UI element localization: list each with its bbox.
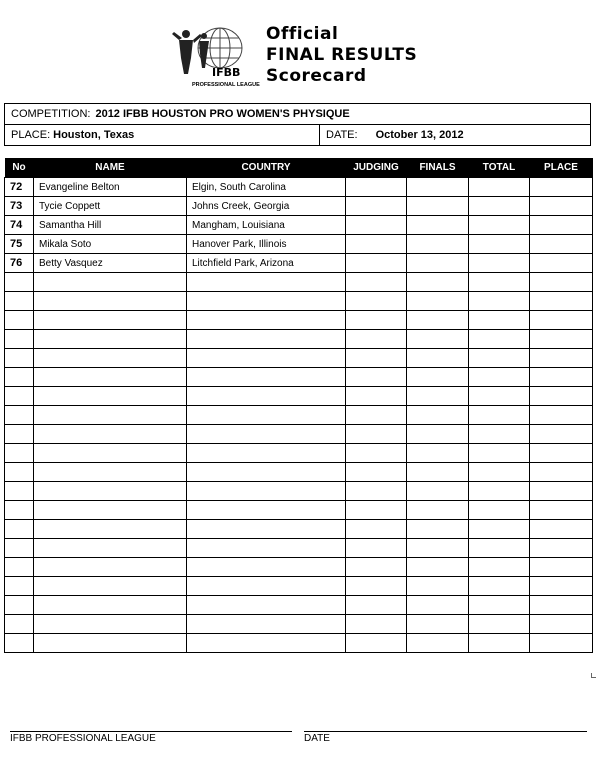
cell-place <box>530 539 593 558</box>
title-line-2: FINAL RESULTS <box>266 45 418 65</box>
cell-country <box>187 577 346 596</box>
cell-judging <box>346 330 407 349</box>
cell-finals <box>407 368 469 387</box>
cell-no <box>5 330 34 349</box>
cell-country <box>187 387 346 406</box>
column-header-judging: JUDGING <box>346 158 407 178</box>
cell-country <box>187 615 346 634</box>
cell-name <box>34 406 187 425</box>
cell-judging <box>346 235 407 254</box>
cell-finals <box>407 311 469 330</box>
cell-place <box>530 501 593 520</box>
title-line-1: Official <box>266 24 339 44</box>
cell-name: Evangeline Belton <box>34 178 187 197</box>
table-row <box>5 273 593 292</box>
cell-country <box>187 330 346 349</box>
cell-judging <box>346 577 407 596</box>
cell-country <box>187 349 346 368</box>
table-row <box>5 387 593 406</box>
cell-place <box>530 311 593 330</box>
cell-no <box>5 539 34 558</box>
cell-finals <box>407 292 469 311</box>
cell-country <box>187 292 346 311</box>
cell-judging <box>346 406 407 425</box>
cell-judging <box>346 178 407 197</box>
cell-finals <box>407 254 469 273</box>
cell-total <box>469 520 530 539</box>
cell-place <box>530 330 593 349</box>
table-row <box>5 254 593 273</box>
table-row <box>5 235 593 254</box>
cell-judging <box>346 596 407 615</box>
cell-name <box>34 615 187 634</box>
table-row <box>5 197 593 216</box>
cell-total <box>469 216 530 235</box>
cell-no: 73 <box>5 197 34 216</box>
place-label: PLACE: <box>11 129 51 141</box>
cell-name <box>34 596 187 615</box>
column-header-place: PLACE <box>530 158 593 178</box>
competition-value: 2012 IFBB HOUSTON PRO WOMEN'S PHYSIQUE <box>95 108 350 120</box>
cell-total <box>469 596 530 615</box>
cell-country: Elgin, South Carolina <box>187 178 346 197</box>
cell-finals <box>407 273 469 292</box>
cell-no: 75 <box>5 235 34 254</box>
cell-name <box>34 330 187 349</box>
cell-name <box>34 444 187 463</box>
cell-judging <box>346 444 407 463</box>
cell-name: Tycie Coppett <box>34 197 187 216</box>
cell-finals <box>407 178 469 197</box>
cell-place <box>530 254 593 273</box>
competition-row <box>5 104 590 124</box>
table-row <box>5 558 593 577</box>
cell-place <box>530 387 593 406</box>
cell-judging <box>346 615 407 634</box>
table-row <box>5 330 593 349</box>
cell-no <box>5 577 34 596</box>
cell-total <box>469 406 530 425</box>
cell-country <box>187 482 346 501</box>
cell-judging <box>346 634 407 653</box>
cell-total <box>469 292 530 311</box>
table-row <box>5 539 593 558</box>
cell-no <box>5 387 34 406</box>
cell-country <box>187 501 346 520</box>
column-header-total: TOTAL <box>469 158 530 178</box>
cell-finals <box>407 406 469 425</box>
cell-place <box>530 444 593 463</box>
cell-judging <box>346 463 407 482</box>
cell-place <box>530 558 593 577</box>
table-row <box>5 482 593 501</box>
cell-country <box>187 539 346 558</box>
cell-finals <box>407 197 469 216</box>
cell-no <box>5 463 34 482</box>
cell-name: Betty Vasquez <box>34 254 187 273</box>
cell-name <box>34 482 187 501</box>
cell-finals <box>407 577 469 596</box>
cell-no <box>5 349 34 368</box>
cell-total <box>469 273 530 292</box>
cell-finals <box>407 330 469 349</box>
cell-country <box>187 425 346 444</box>
cell-judging <box>346 349 407 368</box>
cell-total <box>469 577 530 596</box>
place-cell <box>5 125 320 145</box>
results-table <box>4 158 593 653</box>
cell-total <box>469 501 530 520</box>
cell-judging <box>346 387 407 406</box>
cell-country <box>187 634 346 653</box>
cell-country: Hanover Park, Illinois <box>187 235 346 254</box>
cell-country <box>187 368 346 387</box>
cell-finals <box>407 216 469 235</box>
cell-name: Mikala Soto <box>34 235 187 254</box>
cell-judging <box>346 482 407 501</box>
ifbb-logo <box>170 24 260 88</box>
cell-total <box>469 425 530 444</box>
cell-finals <box>407 520 469 539</box>
page-corner-mark <box>591 673 596 678</box>
cell-country: Johns Creek, Georgia <box>187 197 346 216</box>
cell-place <box>530 349 593 368</box>
cell-judging <box>346 311 407 330</box>
cell-place <box>530 292 593 311</box>
cell-name <box>34 558 187 577</box>
cell-finals <box>407 596 469 615</box>
cell-finals <box>407 444 469 463</box>
cell-finals <box>407 425 469 444</box>
cell-country <box>187 558 346 577</box>
cell-finals <box>407 634 469 653</box>
cell-no <box>5 634 34 653</box>
cell-total <box>469 463 530 482</box>
cell-no <box>5 596 34 615</box>
cell-total <box>469 197 530 216</box>
cell-country <box>187 273 346 292</box>
cell-judging <box>346 197 407 216</box>
table-row <box>5 178 593 197</box>
cell-name <box>34 501 187 520</box>
cell-no <box>5 558 34 577</box>
column-header-finals: FINALS <box>407 158 469 178</box>
cell-no <box>5 406 34 425</box>
cell-place <box>530 596 593 615</box>
cell-place <box>530 577 593 596</box>
cell-place <box>530 463 593 482</box>
cell-name <box>34 520 187 539</box>
cell-no <box>5 292 34 311</box>
cell-place <box>530 273 593 292</box>
cell-total <box>469 349 530 368</box>
scorecard-title <box>266 24 417 87</box>
cell-no <box>5 311 34 330</box>
cell-place <box>530 235 593 254</box>
date-cell <box>320 125 464 145</box>
cell-place <box>530 615 593 634</box>
cell-finals <box>407 482 469 501</box>
cell-finals <box>407 539 469 558</box>
table-row <box>5 520 593 539</box>
table-row <box>5 425 593 444</box>
date-signature-label: DATE <box>304 733 330 744</box>
table-row <box>5 615 593 634</box>
cell-name <box>34 292 187 311</box>
date-signature-line <box>304 731 587 732</box>
cell-place <box>530 406 593 425</box>
cell-country <box>187 406 346 425</box>
cell-judging <box>346 254 407 273</box>
cell-no <box>5 482 34 501</box>
cell-place <box>530 178 593 197</box>
cell-name <box>34 634 187 653</box>
table-row <box>5 577 593 596</box>
cell-place <box>530 216 593 235</box>
cell-name <box>34 368 187 387</box>
cell-place <box>530 368 593 387</box>
table-row <box>5 311 593 330</box>
cell-country <box>187 463 346 482</box>
cell-place <box>530 634 593 653</box>
table-row <box>5 406 593 425</box>
cell-total <box>469 368 530 387</box>
cell-country <box>187 444 346 463</box>
table-row <box>5 444 593 463</box>
table-row <box>5 634 593 653</box>
cell-no <box>5 425 34 444</box>
table-row <box>5 596 593 615</box>
place-date-row <box>5 124 590 145</box>
cell-finals <box>407 501 469 520</box>
cell-country <box>187 520 346 539</box>
cell-judging <box>346 368 407 387</box>
column-header-country: COUNTRY <box>187 158 346 178</box>
cell-name <box>34 349 187 368</box>
logo-text: IFBB <box>212 66 241 79</box>
cell-name <box>34 387 187 406</box>
cell-country: Mangham, Louisiana <box>187 216 346 235</box>
table-row <box>5 292 593 311</box>
cell-name <box>34 463 187 482</box>
title-line-3: Scorecard <box>266 66 367 86</box>
cell-no <box>5 444 34 463</box>
table-header <box>5 158 593 178</box>
cell-judging <box>346 539 407 558</box>
table-row <box>5 216 593 235</box>
table-row <box>5 368 593 387</box>
cell-finals <box>407 349 469 368</box>
cell-place <box>530 197 593 216</box>
cell-judging <box>346 558 407 577</box>
cell-no: 76 <box>5 254 34 273</box>
cell-no: 74 <box>5 216 34 235</box>
cell-country <box>187 311 346 330</box>
cell-total <box>469 330 530 349</box>
cell-total <box>469 539 530 558</box>
cell-no: 72 <box>5 178 34 197</box>
cell-name <box>34 273 187 292</box>
cell-place <box>530 425 593 444</box>
cell-no <box>5 368 34 387</box>
league-signature-line <box>10 731 292 732</box>
cell-judging <box>346 501 407 520</box>
date-value: October 13, 2012 <box>375 129 464 141</box>
cell-total <box>469 558 530 577</box>
cell-total <box>469 482 530 501</box>
cell-total <box>469 311 530 330</box>
cell-finals <box>407 387 469 406</box>
competition-label: COMPETITION: <box>11 108 91 120</box>
cell-total <box>469 235 530 254</box>
table-row <box>5 349 593 368</box>
cell-finals <box>407 463 469 482</box>
place-value: Houston, Texas <box>53 129 135 141</box>
cell-name: Samantha Hill <box>34 216 187 235</box>
cell-country <box>187 596 346 615</box>
cell-total <box>469 615 530 634</box>
cell-total <box>469 254 530 273</box>
cell-total <box>469 634 530 653</box>
cell-name <box>34 425 187 444</box>
cell-finals <box>407 615 469 634</box>
logo-subtext: PROFESSIONAL LEAGUE <box>192 82 260 88</box>
cell-no <box>5 615 34 634</box>
cell-judging <box>346 425 407 444</box>
cell-judging <box>346 292 407 311</box>
competition-info <box>4 103 591 146</box>
cell-no <box>5 520 34 539</box>
table-row <box>5 463 593 482</box>
cell-place <box>530 520 593 539</box>
table-row <box>5 501 593 520</box>
column-header-name: NAME <box>34 158 187 178</box>
column-header-no: No <box>5 158 34 178</box>
cell-no <box>5 501 34 520</box>
cell-no <box>5 273 34 292</box>
cell-name <box>34 311 187 330</box>
cell-total <box>469 444 530 463</box>
league-signature-label: IFBB PROFESSIONAL LEAGUE <box>10 733 156 744</box>
cell-country: Litchfield Park, Arizona <box>187 254 346 273</box>
date-label: DATE: <box>326 129 358 141</box>
cell-judging <box>346 273 407 292</box>
cell-place <box>530 482 593 501</box>
cell-total <box>469 178 530 197</box>
cell-finals <box>407 235 469 254</box>
cell-judging <box>346 216 407 235</box>
cell-judging <box>346 520 407 539</box>
cell-name <box>34 577 187 596</box>
cell-name <box>34 539 187 558</box>
cell-finals <box>407 558 469 577</box>
cell-total <box>469 387 530 406</box>
